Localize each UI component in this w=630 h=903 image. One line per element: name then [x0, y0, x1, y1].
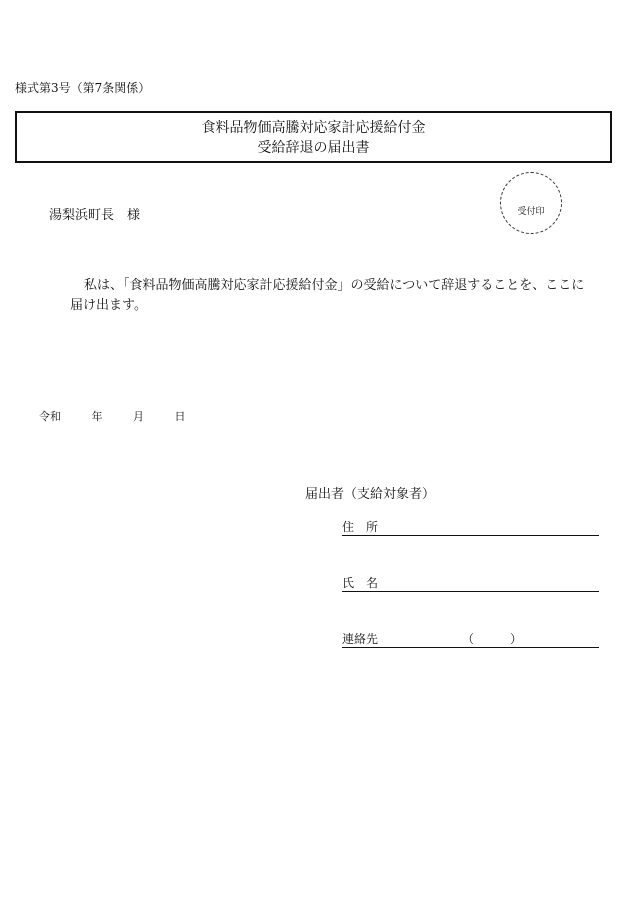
form-subtitle: 受給辞退の届出書	[257, 140, 370, 156]
addressee: 湯梨浜町長 様	[49, 208, 141, 223]
contact-label: 連絡先	[342, 632, 379, 646]
reception-stamp-label: 受付印	[517, 207, 545, 217]
date-year-unit: 年	[91, 410, 103, 423]
name-label: 氏 名	[342, 576, 379, 590]
date-row	[39, 408, 186, 424]
address-field[interactable]	[342, 519, 599, 536]
form-title: 食料品物価高騰対応家計応援給付金	[201, 120, 426, 136]
reception-stamp-circle	[500, 172, 562, 234]
form-number: 様式第3号（第7条関係）	[15, 81, 151, 95]
date-month-unit: 月	[133, 410, 144, 423]
contact-paren-open: （	[462, 632, 475, 646]
applicant-heading: 届出者（支給対象者）	[305, 487, 436, 502]
contact-paren-close: ）	[510, 632, 523, 646]
declaration-text: 私は、「食料品物価高騰対応家計応援給付金」の受給について辞退することを、ここに届け出ます。	[70, 278, 585, 313]
contact-field[interactable]	[342, 631, 599, 648]
title-box	[15, 111, 612, 163]
address-label: 住 所	[342, 520, 379, 534]
date-day-unit: 日	[174, 410, 186, 423]
name-field[interactable]	[342, 575, 599, 592]
date-era: 令和	[39, 410, 61, 423]
